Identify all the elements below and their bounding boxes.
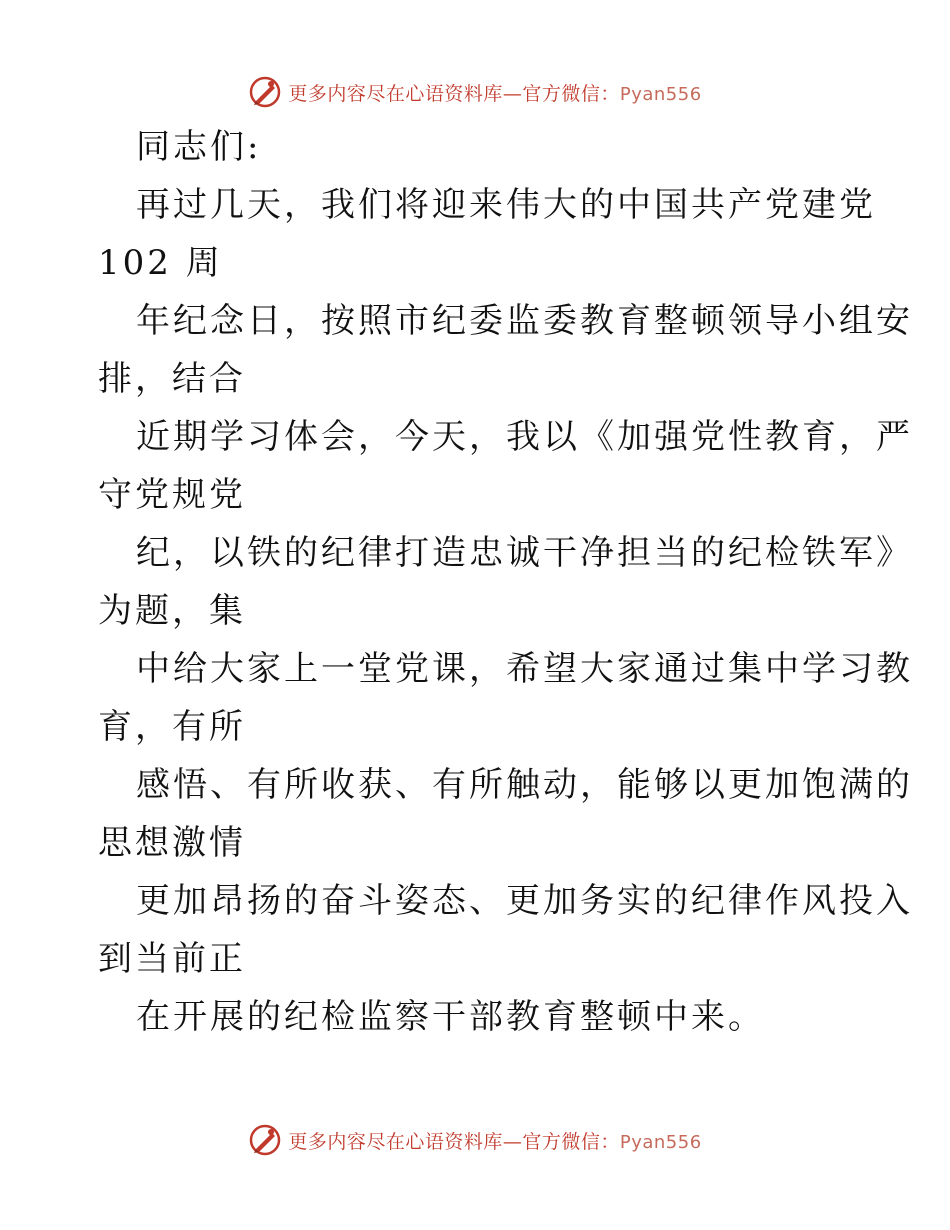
document-line: 更加昂扬的奋斗姿态、更加务实的纪律作风投入: [136, 881, 913, 921]
footer-banner-content: [248, 1123, 701, 1157]
footer-banner: [0, 1118, 950, 1162]
header-banner-text: 更多内容尽在心语资料库—官方微信：Pyan556: [288, 82, 702, 105]
document-line: 年纪念日，按照市纪委监委教育整顿领导小组安: [136, 301, 913, 341]
document-line: 思想激情: [98, 823, 246, 863]
footer-banner-text: 更多内容尽在心语资料库—官方微信：Pyan556: [288, 1130, 702, 1153]
document-line: 纪，以铁的纪律打造忠诚干净担当的纪检铁军》: [136, 533, 913, 573]
pen-circle-logo-icon: [248, 75, 282, 109]
document-line: 在开展的纪检监察干部教育整顿中来。: [136, 997, 765, 1037]
document-line: 同志们:: [136, 127, 262, 167]
header-banner: [0, 70, 950, 114]
document-line: 102 周: [98, 243, 223, 283]
header-banner-content: [248, 75, 701, 109]
document-line: 为题，集: [98, 591, 246, 631]
document-line: 育，有所: [98, 707, 246, 747]
pen-circle-logo-icon: [248, 1123, 282, 1157]
header-banner-contact: Pyan556: [619, 83, 702, 105]
document-line: 中给大家上一堂党课，希望大家通过集中学习教: [136, 649, 913, 689]
footer-banner-contact: Pyan556: [619, 1131, 702, 1153]
document-line: 排，结合: [98, 359, 246, 399]
document-line: 再过几天，我们将迎来伟大的中国共产党建党: [136, 185, 876, 225]
document-body: [98, 118, 913, 1046]
document-line: 到当前正: [98, 939, 246, 979]
document-line: 感悟、有所收获、有所触动，能够以更加饱满的: [136, 765, 913, 805]
document-line: 守党规党: [98, 475, 246, 515]
document-line: 近期学习体会，今天，我以《加强党性教育，严: [136, 417, 913, 457]
